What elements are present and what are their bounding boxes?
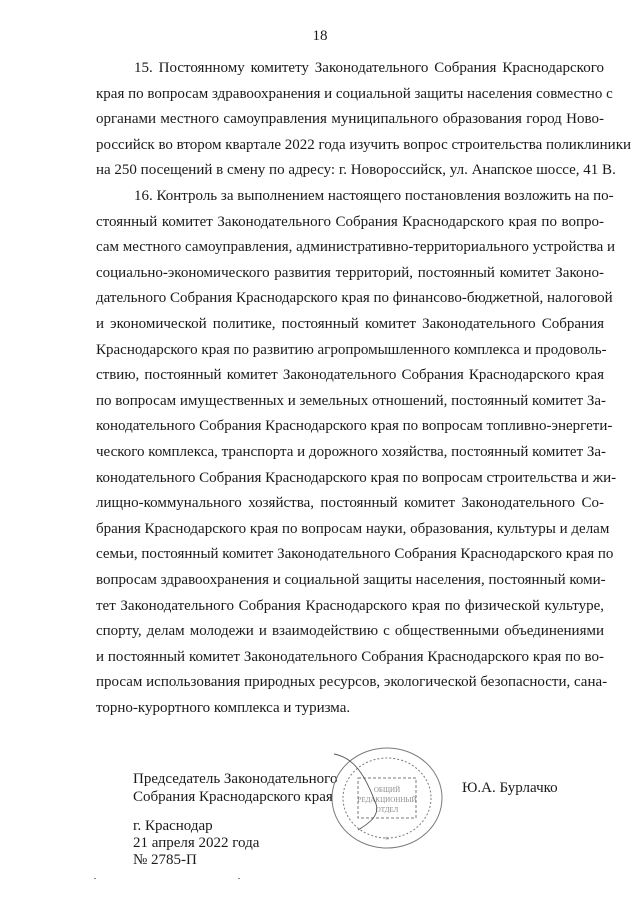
paragraph-2-line-13: лищно-коммунального хозяйства, постоянный комитет Законодательного Со- [96,495,604,512]
paragraph-1-line-2: края по вопросам здравоохранения и социальной защиты населения совместно с [96,85,613,102]
footer-mark-left [94,878,96,879]
paragraph-2-line-14: брания Краснодарского края по вопросам науки, образования, культуры и делам [96,520,610,537]
paragraph-2-line-2: стоянный комитет Законодательного Собрания Краснодарского края по вопро- [96,213,604,230]
svg-text:РЕДАКЦИОННЫЙ: РЕДАКЦИОННЫЙ [357,796,417,804]
signatory-name: Ю.А. Бурлачко [462,780,558,796]
paragraph-2-line-15: семьи, постоянный комитет Законодательного Собрания Краснодарского края по [96,546,614,563]
footer-mark-right [238,878,240,879]
signatory-title-line-1: Председатель Законодательного [133,771,338,787]
svg-text:ОТДЕЛ: ОТДЕЛ [375,806,399,814]
paragraph-1-line-1: 15. Постоянному комитету Законодательного Собрания Краснодарского [134,60,604,76]
paragraph-1-line-4: российск во втором квартале 2022 года изучить вопрос строительства поликлиники [96,136,632,153]
paragraph-2-line-5: дательного Собрания Краснодарского края по финансово-бюджетной, налоговой [96,290,613,307]
paragraph-2-line-11: ческого комплекса, транспорта и дорожного хозяйства, постоянный комитет За- [96,444,607,460]
paragraph-2-line-4: социально-экономического развития территорий, постоянный комитет Законо- [96,264,604,281]
paragraph-2-line-17: тет Законодательного Собрания Краснодарского края по физической культуре, [96,597,604,614]
official-stamp [328,744,446,852]
paragraph-2-line-3: сам местного самоуправления, административно-территориального устройства и [96,239,616,256]
paragraph-2-line-20: просам использования природных ресурсов, экологической безопасности, сана- [96,674,608,691]
signatory-title-line-2: Собрания Краснодарского края [133,789,333,805]
paragraph-2-line-8: ствию, постоянный комитет Законодательного Собрания Краснодарского края [96,367,604,384]
paragraph-2-line-18: спорту, делам молодежи и взаимодействию с общественными объединениями [96,623,604,640]
page-number: 18 [312,28,328,44]
paragraph-2-line-16: вопросам здравоохранения и социальной защиты населения, постоянный коми- [96,572,606,588]
date: 21 апреля 2022 года [133,835,260,851]
svg-text:ОБЩИЙ: ОБЩИЙ [373,786,401,794]
paragraph-2-line-6: и экономической политике, постоянный комитет Законодательного Собрания [96,316,604,332]
paragraph-2-line-7: Краснодарского края по развитию агропромышленного комплекса и продоволь- [96,341,607,358]
paragraph-2-line-12: конодательного Собрания Краснодарского края по вопросам строительства и жи- [96,469,617,486]
document-number: № 2785-П [133,852,197,868]
paragraph-2-line-1: 16. Контроль за выполнением настоящего постановления возложить на по- [134,188,614,204]
paragraph-2-line-10: конодательного Собрания Краснодарского края по вопросам топливно-энергети- [96,418,613,435]
paragraph-2-line-9: по вопросам имущественных и земельных отношений, постоянный комитет За- [96,392,606,409]
paragraph-2-line-19: и постоянный комитет Законодательного Собрания Краснодарского края по во- [96,648,604,665]
place: г. Краснодар [133,818,213,834]
paragraph-1-line-5: на 250 посещений в смену по адресу: г. Новороссийск, ул. Анапское шоссе, 41 В. [96,162,616,179]
paragraph-1-line-3: органами местного самоуправления муниципального образования город Ново- [96,111,604,128]
paragraph-2-line-21: торно-курортного комплекса и туризма. [96,700,351,716]
svg-text:*: * [384,835,390,845]
